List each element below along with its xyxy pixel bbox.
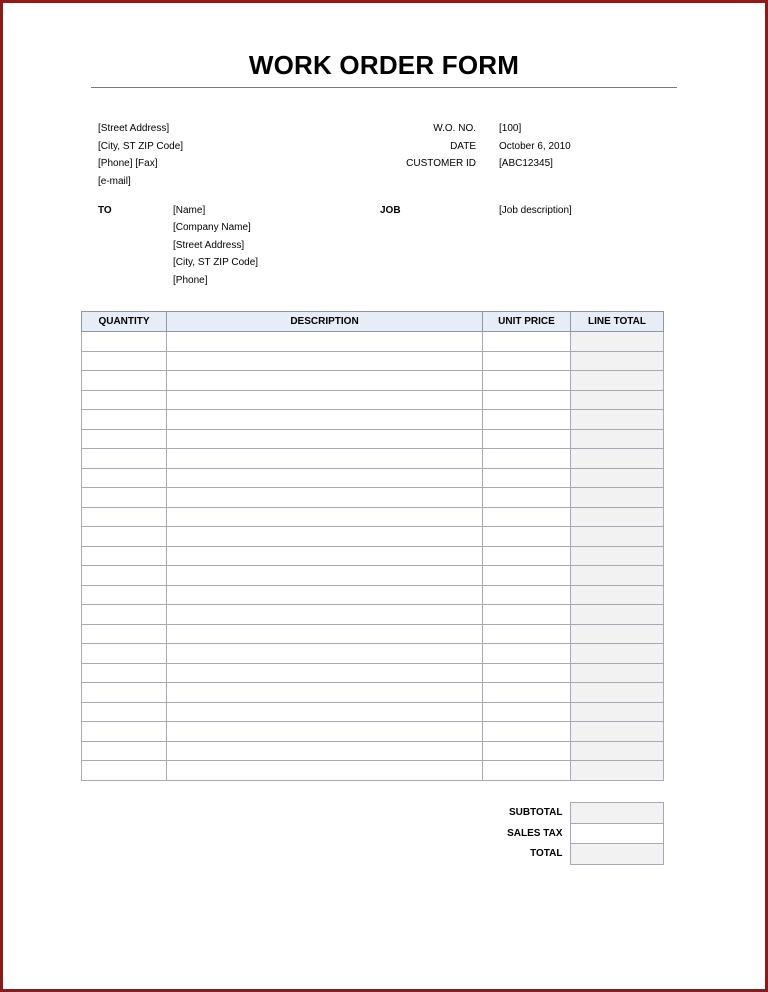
job-description: [Job description]	[499, 205, 572, 216]
table-row	[82, 605, 664, 625]
line-total-cell[interactable]	[571, 585, 664, 605]
description-header: DESCRIPTION	[167, 312, 483, 332]
line-total-cell[interactable]	[571, 371, 664, 391]
customer-id-label: CUSTOMER ID	[406, 158, 476, 169]
total-label: TOTAL	[530, 848, 563, 860]
line-total-cell[interactable]	[571, 702, 664, 722]
description-cell[interactable]	[167, 410, 483, 430]
to-company: [Company Name]	[173, 222, 251, 233]
quantity-cell[interactable]	[82, 624, 167, 644]
description-cell[interactable]	[167, 332, 483, 352]
description-cell[interactable]	[167, 702, 483, 722]
form-title: WORK ORDER FORM	[248, 50, 520, 80]
quantity-header: QUANTITY	[82, 312, 167, 332]
unit-price-cell[interactable]	[483, 507, 571, 527]
line-total-cell[interactable]	[571, 663, 664, 683]
sender-phone-fax: [Phone] [Fax]	[98, 158, 158, 169]
description-cell[interactable]	[167, 546, 483, 566]
unit-price-cell[interactable]	[483, 410, 571, 430]
description-cell[interactable]	[167, 371, 483, 391]
table-row	[82, 585, 664, 605]
quantity-cell[interactable]	[82, 644, 167, 664]
line-total-cell[interactable]	[571, 507, 664, 527]
table-row	[82, 624, 664, 644]
date-value: October 6, 2010	[499, 141, 571, 152]
unit-price-cell[interactable]	[483, 761, 571, 781]
quantity-cell[interactable]	[82, 527, 167, 547]
wo-value: [100]	[499, 123, 522, 134]
quantity-cell[interactable]	[82, 605, 167, 625]
quantity-cell[interactable]	[82, 546, 167, 566]
quantity-cell[interactable]	[82, 468, 167, 488]
description-cell[interactable]	[167, 585, 483, 605]
table-header-row	[82, 312, 664, 332]
line-total-cell[interactable]	[571, 566, 664, 586]
quantity-cell[interactable]	[82, 488, 167, 508]
quantity-cell[interactable]	[82, 702, 167, 722]
description-cell[interactable]	[167, 663, 483, 683]
description-cell[interactable]	[167, 468, 483, 488]
unit-price-cell[interactable]	[483, 546, 571, 566]
table-row	[82, 429, 664, 449]
sender-city: [City, ST ZIP Code]	[98, 141, 184, 152]
line-total-cell[interactable]	[571, 761, 664, 781]
table-row	[82, 761, 664, 781]
total-field[interactable]	[570, 844, 663, 865]
unit-price-cell[interactable]	[483, 644, 571, 664]
table-row	[82, 702, 664, 722]
unit-price-cell[interactable]	[483, 371, 571, 391]
quantity-cell[interactable]	[82, 566, 167, 586]
table-row	[82, 644, 664, 664]
table-row	[82, 722, 664, 742]
description-cell[interactable]	[167, 644, 483, 664]
unit-price-cell[interactable]	[483, 468, 571, 488]
quantity-cell[interactable]	[82, 585, 167, 605]
unit-price-cell[interactable]	[483, 683, 571, 703]
unit-price-cell[interactable]	[483, 566, 571, 586]
unit-price-header: UNIT PRICE	[483, 312, 571, 332]
line-total-cell[interactable]	[571, 449, 664, 469]
date-label: DATE	[450, 141, 476, 152]
unit-price-cell[interactable]	[483, 741, 571, 761]
description-cell[interactable]	[167, 722, 483, 742]
title-divider	[91, 87, 677, 88]
description-cell[interactable]	[167, 351, 483, 371]
table-row	[82, 332, 664, 352]
total-row	[481, 844, 663, 865]
line-total-cell[interactable]	[571, 332, 664, 352]
unit-price-cell[interactable]	[483, 663, 571, 683]
table-row	[82, 449, 664, 469]
table-row	[82, 683, 664, 703]
unit-price-cell[interactable]	[483, 702, 571, 722]
quantity-cell[interactable]	[82, 332, 167, 352]
description-cell[interactable]	[167, 566, 483, 586]
description-cell[interactable]	[167, 507, 483, 527]
line-total-cell[interactable]	[571, 683, 664, 703]
unit-price-cell[interactable]	[483, 351, 571, 371]
to-label: TO	[98, 205, 112, 216]
table-row	[82, 527, 664, 547]
table-row	[82, 410, 664, 430]
line-total-cell[interactable]	[571, 429, 664, 449]
quantity-cell[interactable]	[82, 683, 167, 703]
line-total-cell[interactable]	[571, 741, 664, 761]
description-cell[interactable]	[167, 741, 483, 761]
sender-street: [Street Address]	[98, 123, 170, 134]
table-row	[82, 663, 664, 683]
line-total-cell[interactable]	[571, 546, 664, 566]
description-cell[interactable]	[167, 488, 483, 508]
unit-price-cell[interactable]	[483, 527, 571, 547]
quantity-cell[interactable]	[82, 390, 167, 410]
table-row	[82, 507, 664, 527]
description-cell[interactable]	[167, 761, 483, 781]
quantity-cell[interactable]	[82, 429, 167, 449]
line-items-body	[82, 332, 664, 781]
wo-label: W.O. NO.	[433, 123, 476, 134]
quantity-cell[interactable]	[82, 761, 167, 781]
table-row	[82, 390, 664, 410]
description-cell[interactable]	[167, 390, 483, 410]
subtotal-label: SUBTOTAL	[508, 807, 563, 819]
table-row	[82, 371, 664, 391]
description-cell[interactable]	[167, 527, 483, 547]
line-total-cell[interactable]	[571, 527, 664, 547]
line-total-cell[interactable]	[571, 410, 664, 430]
line-total-header: LINE TOTAL	[571, 312, 664, 332]
quantity-cell[interactable]	[82, 371, 167, 391]
quantity-cell[interactable]	[82, 741, 167, 761]
customer-id-value: [ABC12345]	[499, 158, 553, 169]
quantity-cell[interactable]	[82, 663, 167, 683]
quantity-cell[interactable]	[82, 351, 167, 371]
to-phone: [Phone]	[173, 275, 208, 286]
sales-tax-field[interactable]	[570, 823, 663, 844]
quantity-cell[interactable]	[82, 449, 167, 469]
quantity-cell[interactable]	[82, 410, 167, 430]
job-label: JOB	[380, 205, 401, 216]
description-cell[interactable]	[167, 683, 483, 703]
summary-table	[481, 802, 664, 865]
unit-price-cell[interactable]	[483, 429, 571, 449]
line-total-cell[interactable]	[571, 488, 664, 508]
unit-price-cell[interactable]	[483, 722, 571, 742]
description-cell[interactable]	[167, 449, 483, 469]
table-row	[82, 566, 664, 586]
table-row	[82, 741, 664, 761]
sender-email: [e-mail]	[98, 176, 131, 187]
table-row	[82, 546, 664, 566]
subtotal-field[interactable]	[570, 803, 663, 824]
sales-tax-row	[481, 823, 663, 844]
unit-price-cell[interactable]	[483, 488, 571, 508]
unit-price-cell[interactable]	[483, 390, 571, 410]
to-name: [Name]	[173, 205, 206, 216]
unit-price-cell[interactable]	[483, 605, 571, 625]
unit-price-cell[interactable]	[483, 449, 571, 469]
subtotal-row	[481, 803, 663, 824]
line-total-cell[interactable]	[571, 605, 664, 625]
description-cell[interactable]	[167, 429, 483, 449]
description-cell[interactable]	[167, 605, 483, 625]
table-row	[82, 351, 664, 371]
table-row	[82, 468, 664, 488]
unit-price-cell[interactable]	[483, 332, 571, 352]
table-row	[82, 488, 664, 508]
line-total-cell[interactable]	[571, 624, 664, 644]
line-total-cell[interactable]	[571, 644, 664, 664]
quantity-cell[interactable]	[82, 507, 167, 527]
line-total-cell[interactable]	[571, 390, 664, 410]
sales-tax-label: SALES TAX	[507, 827, 563, 839]
quantity-cell[interactable]	[82, 722, 167, 742]
line-total-cell[interactable]	[571, 351, 664, 371]
description-cell[interactable]	[167, 624, 483, 644]
line-total-cell[interactable]	[571, 468, 664, 488]
to-city: [City, ST ZIP Code]	[173, 257, 259, 268]
to-street: [Street Address]	[173, 240, 245, 251]
unit-price-cell[interactable]	[483, 585, 571, 605]
line-total-cell[interactable]	[571, 722, 664, 742]
unit-price-cell[interactable]	[483, 624, 571, 644]
line-items-table	[81, 311, 664, 781]
